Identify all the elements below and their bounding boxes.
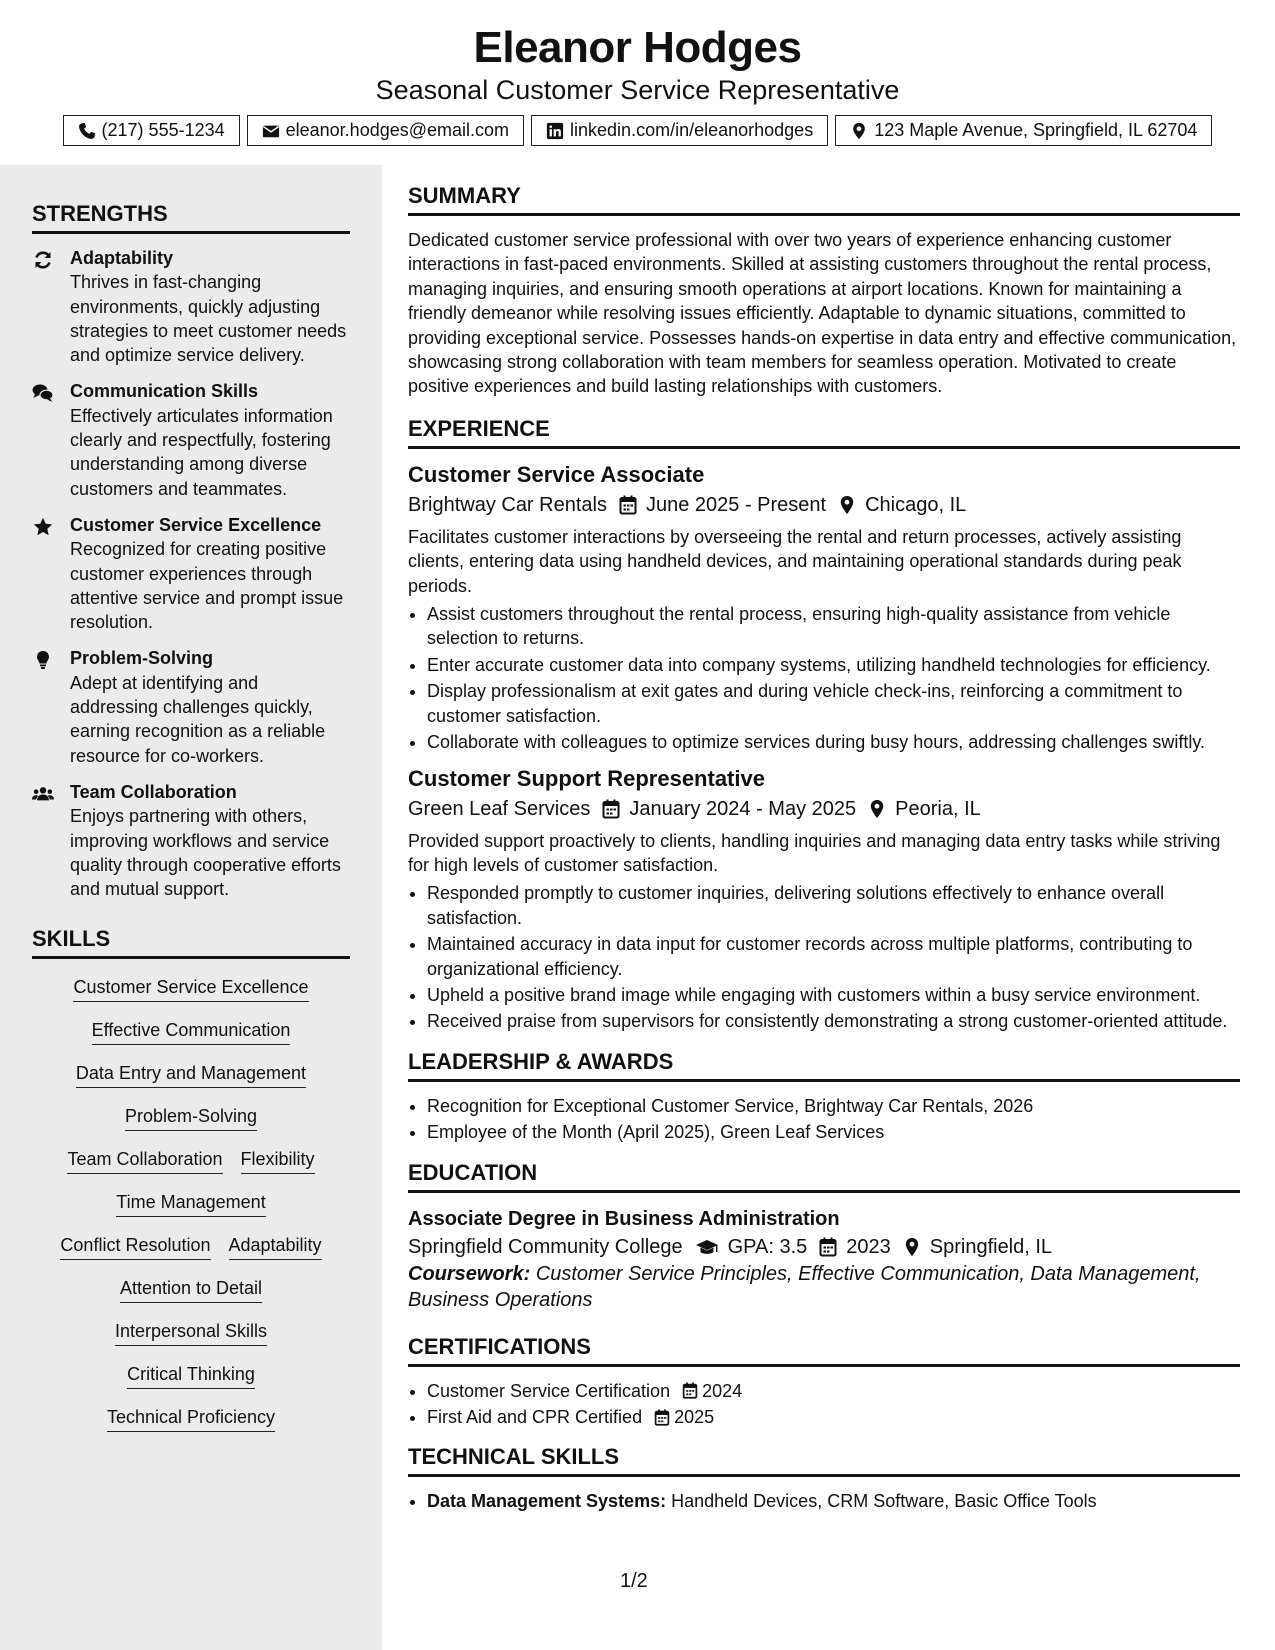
envelope-icon bbox=[262, 122, 280, 140]
location-icon bbox=[850, 122, 868, 140]
email-text: eleanor.hodges@email.com bbox=[285, 120, 510, 140]
strength-item bbox=[32, 780, 350, 901]
school-name: Springfield Community College bbox=[408, 1235, 683, 1258]
list-item: • Assist customers throughout the rental process, ensuring high-quality assistance from vehicle selection to returns. bbox=[427, 602, 1240, 651]
company-name: Brightway Car Rentals bbox=[408, 493, 607, 516]
candidate-name: Eleanor Hodges bbox=[473, 23, 802, 72]
strength-text: Effectively articulates information clearly and respectfully, fostering understanding among diverse customers and teammates. bbox=[70, 405, 333, 499]
job-location: Peoria, IL bbox=[895, 797, 981, 820]
school-location: Springfield, IL bbox=[929, 1235, 1053, 1258]
strength-item bbox=[32, 646, 350, 767]
skill-tag: Problem-Solving bbox=[125, 1104, 257, 1131]
location-icon bbox=[856, 799, 895, 819]
linkedin-icon bbox=[546, 122, 564, 140]
skill-tag: Time Management bbox=[116, 1190, 265, 1217]
skill-tag: Customer Service Excellence bbox=[73, 975, 308, 1002]
candidate-title: Seasonal Customer Service Representative bbox=[375, 75, 900, 105]
job-meta bbox=[408, 491, 1240, 519]
certifications-heading: CERTIFICATIONS bbox=[408, 1333, 1240, 1367]
leadership-list bbox=[408, 1094, 1240, 1145]
graduation-year: 2023 bbox=[846, 1235, 891, 1258]
job-location: Chicago, IL bbox=[865, 493, 967, 516]
contact-address[interactable] bbox=[835, 115, 1212, 146]
company-name: Green Leaf Services bbox=[408, 797, 591, 820]
job-description: Provided support proactively to clients, handling inquiries and managing data entry tasks while striving for high levels of customer satisfaction. bbox=[408, 830, 1221, 875]
strength-item bbox=[32, 379, 350, 500]
page-number: 1/2 bbox=[620, 1570, 648, 1592]
contact-email[interactable] bbox=[247, 115, 524, 146]
certifications-list bbox=[408, 1379, 1240, 1430]
job-entry bbox=[408, 765, 1240, 1034]
job-title: Customer Service Associate bbox=[408, 461, 705, 487]
skills-list bbox=[32, 971, 350, 1432]
refresh-icon bbox=[32, 246, 70, 367]
contact-bar bbox=[0, 115, 1275, 146]
lightbulb-icon bbox=[32, 646, 70, 767]
job-dates: June 2025 - Present bbox=[645, 493, 827, 516]
job-description: Facilitates customer interactions by overseeing the rental and return processes, actively assisting clients, entering data using handheld devices, and maintaining operational standards during peak periods. bbox=[408, 526, 1182, 596]
star-icon bbox=[32, 513, 70, 634]
strength-text: Enjoys partnering with others, improving workflows and service quality through cooperative efforts and mutual support. bbox=[70, 806, 341, 900]
degree-title: Associate Degree in Business Administration bbox=[408, 1207, 840, 1230]
coursework-label: Coursework: bbox=[408, 1262, 531, 1285]
users-icon bbox=[32, 780, 70, 901]
list-item: • Enter accurate customer data into company systems, utilizing handheld technologies for efficiency. bbox=[427, 653, 1240, 677]
coursework bbox=[408, 1261, 1240, 1313]
strength-title: Adaptability bbox=[70, 248, 174, 268]
calendar-icon bbox=[670, 1382, 702, 1399]
technical-skills-list bbox=[408, 1489, 1240, 1513]
strength-title: Team Collaboration bbox=[70, 781, 237, 802]
list-item: • Responded promptly to customer inquiries, delivering solutions effectively to enhance overall satisfaction. bbox=[427, 881, 1240, 930]
skill-tag: Conflict Resolution bbox=[60, 1233, 210, 1260]
technical-skills-heading: TECHNICAL SKILLS bbox=[408, 1443, 1240, 1477]
calendar-icon bbox=[642, 1409, 674, 1426]
contact-phone[interactable] bbox=[63, 115, 240, 146]
location-icon bbox=[826, 495, 865, 515]
job-bullets bbox=[408, 881, 1240, 1033]
job-meta bbox=[408, 795, 1240, 823]
strength-item bbox=[32, 513, 350, 634]
list-item bbox=[427, 1405, 1240, 1429]
chat-bubbles-icon bbox=[32, 379, 70, 500]
job-entry bbox=[408, 461, 1240, 755]
leadership-heading: LEADERSHIP & AWARDS bbox=[408, 1048, 1240, 1082]
strength-text: Adept at identifying and addressing challenges quickly, earning recognition as a reliable resource for co-workers. bbox=[70, 672, 326, 766]
graduation-cap-icon bbox=[683, 1237, 728, 1257]
job-bullets bbox=[408, 602, 1240, 754]
skill-tag: Critical Thinking bbox=[127, 1362, 255, 1389]
coursework-text: Customer Service Principles, Effective Communication, Data Management, Business Operations bbox=[408, 1262, 1201, 1311]
sidebar bbox=[0, 165, 382, 1650]
phone-icon bbox=[78, 122, 96, 140]
technical-skill-label: Data Management Systems: bbox=[427, 1491, 667, 1512]
calendar-icon bbox=[590, 799, 629, 819]
skill-tag: Effective Communication bbox=[92, 1018, 291, 1045]
list-item: • Display professionalism at exit gates and during vehicle check-ins, reinforcing a commitment to customer satisfaction. bbox=[427, 679, 1240, 728]
strength-text: Recognized for creating positive customer experiences through attentive service and prompt issue resolution. bbox=[70, 539, 344, 633]
contact-linkedin[interactable] bbox=[531, 115, 828, 146]
skill-tag: Team Collaboration bbox=[67, 1147, 222, 1174]
skill-tag: Technical Proficiency bbox=[107, 1405, 275, 1432]
strength-title: Communication Skills bbox=[70, 381, 259, 402]
education-heading: EDUCATION bbox=[408, 1159, 1240, 1193]
education-meta bbox=[408, 1233, 1240, 1261]
certification-name: • Customer Service Certification bbox=[427, 1380, 671, 1401]
gpa-text: GPA: 3.5 bbox=[727, 1235, 808, 1258]
list-item: • Received praise from supervisors for consistently demonstrating a strong customer-oriented attitude. bbox=[427, 1009, 1240, 1033]
resume-header bbox=[0, 0, 1275, 146]
technical-skill-text: Handheld Devices, CRM Software, Basic Office Tools bbox=[671, 1491, 1097, 1512]
strength-item bbox=[32, 246, 350, 367]
job-dates: January 2024 - May 2025 bbox=[629, 797, 857, 820]
list-item: • Collaborate with colleagues to optimize services during busy hours, addressing challenges swiftly. bbox=[427, 730, 1240, 754]
skill-tag: Attention to Detail bbox=[120, 1276, 262, 1303]
certification-year: 2025 bbox=[674, 1406, 715, 1427]
list-item bbox=[427, 1379, 1240, 1403]
summary-text: Dedicated customer service professional with over two years of experience enhancing customer interactions in fast-paced environments. Skilled at assisting customers throughout the rental process, managing inquiries, and ensuring smooth operations at airport locations. Known for maintaining a friendly demeanor while resolving issues efficiently. Adaptable to dynamic situations, committed to providing exceptional service. Possesses hands-on expertise in data entry and effective communication, showcasing strong collaboration with team members for seamless operation. Motivated to create positive experiences and build lasting relationships with customers. bbox=[408, 230, 1237, 397]
list-item: • Employee of the Month (April 2025), Green Leaf Services bbox=[427, 1120, 1240, 1144]
strength-text: Thrives in fast-changing environments, quickly adjusting strategies to meet customer needs and optimize service delivery. bbox=[70, 272, 347, 366]
calendar-icon bbox=[807, 1237, 846, 1257]
skill-tag: Interpersonal Skills bbox=[115, 1319, 267, 1346]
skill-tag: Flexibility bbox=[241, 1147, 315, 1174]
location-icon bbox=[891, 1237, 930, 1257]
job-title: Customer Support Representative bbox=[408, 765, 765, 791]
skill-tag: Data Entry and Management bbox=[76, 1061, 306, 1088]
experience-heading: EXPERIENCE bbox=[408, 415, 1240, 449]
skills-heading: SKILLS bbox=[32, 925, 350, 959]
calendar-icon bbox=[607, 495, 646, 515]
strengths-heading: STRENGTHS bbox=[32, 200, 350, 234]
linkedin-text: linkedin.com/in/eleanorhodges bbox=[570, 120, 814, 140]
list-item: • Recognition for Exceptional Customer Service, Brightway Car Rentals, 2026 bbox=[427, 1094, 1240, 1118]
list-item: • Upheld a positive brand image while engaging with customers within a busy service environment. bbox=[427, 983, 1240, 1007]
summary-heading: SUMMARY bbox=[408, 182, 1240, 216]
certification-name: • First Aid and CPR Certified bbox=[427, 1406, 643, 1427]
list-item: • Maintained accuracy in data input for customer records across multiple platforms, contributing to organizational efficiency. bbox=[427, 932, 1240, 981]
strength-title: Problem-Solving bbox=[70, 648, 214, 669]
strength-title: Customer Service Excellence bbox=[70, 514, 322, 535]
address-text: 123 Maple Avenue, Springfield, IL 62704 bbox=[874, 120, 1198, 140]
certification-year: 2024 bbox=[702, 1380, 743, 1401]
main-content bbox=[408, 165, 1240, 1516]
list-item bbox=[427, 1489, 1240, 1513]
phone-text: (217) 555-1234 bbox=[101, 120, 225, 140]
skill-tag: Adaptability bbox=[229, 1233, 322, 1260]
